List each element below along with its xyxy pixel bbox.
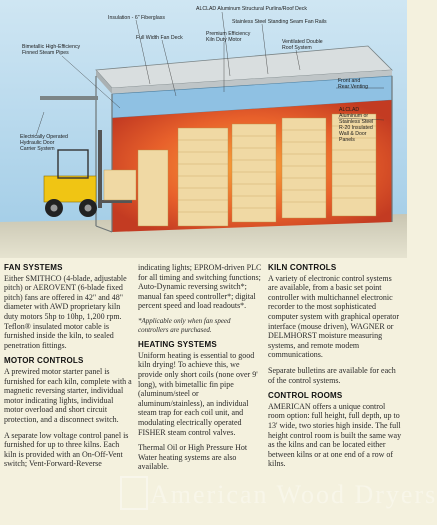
kiln-cutaway-illustration	[0, 0, 407, 258]
kiln-controls-body-2: Separate bulletins are available for each of the control systems.	[268, 365, 396, 385]
callout-door-carrier: Electrically Operated Hydraulic Door Carrier System	[20, 134, 68, 152]
column-left	[4, 263, 132, 475]
motor-controls-body-1: A prewired motor starter panel is furnished for each kiln, complete with a magnetic reversing starter, individual motor indicating lights, individual motor overload and short circuit protection, and a disconnect switch.	[4, 366, 132, 424]
motor-controls-body-2: A separate low voltage control panel is furnished for up to three kilns. Each kiln is provided with an On-Off-Vent switch; Vent-Forward-Reverse	[4, 430, 129, 469]
callout-insulation: Insulation - 6" Fiberglass	[108, 15, 165, 21]
heading-kiln-controls: KILN CONTROLS	[268, 263, 337, 272]
heating-systems-body-2: Thermal Oil or High Pressure Hot Water heating systems are also available.	[138, 443, 248, 472]
callout-venting: Front and Rear Venting	[338, 78, 368, 90]
speed-controller-note: *Applicable only when fan speed controllers are purchased.	[138, 316, 231, 334]
column-middle	[138, 263, 262, 478]
watermark-text: American Wood Dryers	[150, 480, 437, 509]
column-right	[268, 263, 403, 475]
watermark-logo-mark	[120, 476, 148, 510]
callout-motor: Premium Efficiency Kiln Duty Motor	[206, 31, 251, 43]
callout-fan-rails: Stainless Steel Standing Seam Fan Rails	[232, 19, 327, 25]
callout-alclad-wall: ALCLAD Aluminum or Stainless Steel R-20 Insulated Wall & Door Panels	[339, 107, 374, 143]
heading-control-rooms: CONTROL ROOMS	[268, 391, 343, 401]
fan-systems-body: Either SMITHCO (4-blade, adjustable pitch) or AEROVENT (6-blade fixed pitch) fans are offered in 42" and 48" diameter with AWD proprietary kiln duty motors 5hp to 10hp, 1,200 rpm. Teflon® insulated motor cable is furnished inside the kiln, to sealed penetration fittings.	[4, 273, 127, 350]
motor-controls-continued: indicating lights; EPROM-driven PLC for all timing and switching functions; Auto-Dynamic reversing switch*; manual fan speed controller*; digital percent speed and load readouts*.	[138, 263, 262, 311]
heading-fan-systems: FAN SYSTEMS	[4, 263, 63, 272]
kiln-controls-body-1: A variety of electronic control systems are available, from a basic set point controller with multichannel electronic recorder to the most sophisticated computer system with graphical operator interface (mouse driven), WAGNER or DELMHORST moisture measuring systems, and remote modem communications.	[268, 273, 400, 360]
callout-fan-deck: Full Width Fan Deck	[136, 35, 183, 41]
callout-roof-system: Ventilated Double Roof System	[282, 39, 323, 51]
door-carrier-rail	[40, 96, 98, 100]
heating-systems-body-1: Uniform heating is essential to good kiln drying! To achieve this, we provide only short coils (none over 9' long), with bimetallic fin pipe (aluminum/steel or aluminum/stainless), an individual steam trap for each coil unit, and modulating electrically operated FISHER steam control valves.	[138, 350, 258, 437]
heading-heating-systems: HEATING SYSTEMS	[138, 340, 217, 350]
callout-bimetallic-pipes: Bimetallic High-Efficiency Finned Steam Pipes	[22, 44, 81, 56]
callout-alclad-roof: ALCLAD Aluminum Structural Purlins/Roof Deck	[196, 6, 307, 12]
heading-motor-controls: MOTOR CONTROLS	[4, 356, 84, 366]
control-rooms-body: AMERICAN offers a unique control room option: full height, full depth, up to 13' wide, two stories high inside. The full height control room is built the same way as the kilns and can be located either between kilns or at one end of a row of kilns.	[268, 401, 402, 469]
